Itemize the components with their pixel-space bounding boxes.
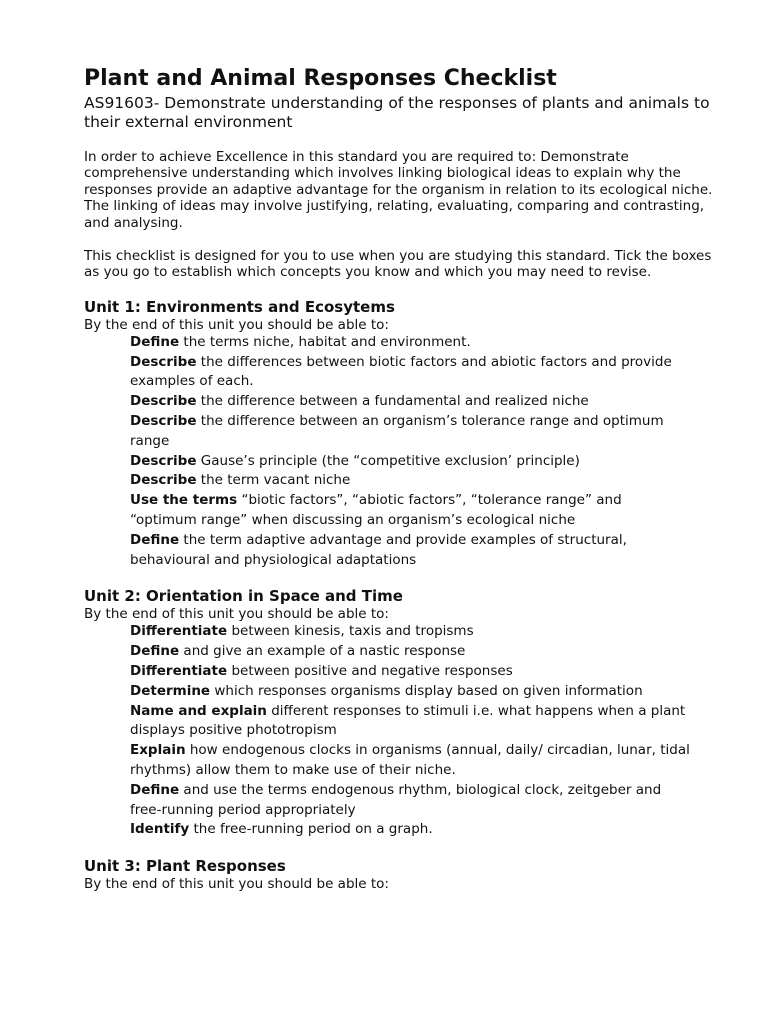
- page-title: Plant and Animal Responses Checklist: [84, 66, 557, 91]
- item-action-verb: Define: [130, 781, 180, 798]
- item-action-verb: Use the terms: [130, 492, 238, 509]
- checklist-item: [130, 642, 690, 662]
- checklist-items: [84, 333, 714, 571]
- excellence-paragraph: In order to achieve Excellence in this standard you are required to: Demonstrate comprehensive understanding which involves linking biological ideas to explain why the responses provide an adaptive advantage for the organism in relation to its ecological niche. The linking of ideas may involve justifying, relating, evaluating, comparing and contrasting, and analysing.: [84, 149, 713, 231]
- checklist-paragraph: This checklist is designed for you to use when you are studying this standard. Tick the boxes as you go to establish which concepts you know and which you may need to revise.: [84, 248, 712, 281]
- item-action-verb: Differentiate: [130, 663, 228, 679]
- item-action-verb: Describe: [130, 413, 197, 430]
- unit-section: [84, 298, 714, 571]
- checklist-item: [130, 333, 690, 353]
- checklist-item: [130, 781, 690, 821]
- item-action-verb: Describe: [130, 393, 197, 410]
- item-action-verb: Determine: [130, 682, 211, 699]
- unit-heading: Unit 3: Plant Responses: [84, 857, 286, 876]
- checklist-item: [130, 702, 690, 742]
- checklist-item: [130, 412, 690, 452]
- checklist-item: [130, 531, 690, 571]
- checklist-item: [130, 662, 690, 682]
- standard-subtitle: AS91603- Demonstrate understanding of the responses of plants and animals to their external environment: [84, 94, 710, 131]
- checklist-items: [84, 622, 714, 840]
- unit-heading: Unit 1: Environments and Ecosytems: [84, 297, 395, 316]
- item-text: different responses to stimuli i.e. what happens when a plant displays positive phototropism: [130, 702, 686, 739]
- item-text: the difference between an organism’s tolerance range and optimum range: [130, 413, 664, 449]
- checklist-item: [130, 622, 690, 642]
- unit-section: [84, 857, 714, 892]
- item-text: between positive and negative responses: [227, 663, 513, 679]
- unit-intro: By the end of this unit you should be able to:: [84, 316, 389, 333]
- item-text: the term adaptive advantage and provide examples of structural, behavioural and physiological adaptations: [130, 531, 627, 568]
- item-text: the free-running period on a graph.: [189, 821, 433, 838]
- checklist-item: [130, 741, 690, 781]
- item-text: “biotic factors”, “abiotic factors”, “tolerance range” and “optimum range” when discussing an organism’s ecological niche: [130, 492, 622, 529]
- document-page: [84, 64, 714, 909]
- item-text: which responses organisms display based on given information: [210, 682, 643, 699]
- item-action-verb: Identify: [130, 821, 190, 838]
- unit-intro: By the end of this unit you should be able to:: [84, 606, 389, 623]
- item-text: the terms niche, habitat and environment.: [179, 333, 471, 350]
- item-text: the difference between a fundamental and realized niche: [196, 393, 589, 410]
- unit-heading: Unit 2: Orientation in Space and Time: [84, 587, 403, 606]
- checklist-item: [130, 491, 690, 531]
- item-text: how endogenous clocks in organisms (annual, daily/ circadian, lunar, tidal rhythms) allow them to make use of their niche.: [130, 742, 690, 778]
- item-text: the differences between biotic factors and abiotic factors and provide examples of each.: [130, 353, 672, 390]
- item-action-verb: Explain: [130, 742, 186, 759]
- checklist-item: [130, 682, 690, 702]
- item-action-verb: Define: [130, 333, 180, 350]
- item-action-verb: Describe: [130, 353, 197, 370]
- item-action-verb: Describe: [130, 452, 197, 469]
- item-action-verb: Name and explain: [130, 702, 267, 719]
- item-action-verb: Describe: [130, 472, 197, 489]
- checklist-item: [130, 471, 690, 491]
- checklist-item: [130, 820, 690, 840]
- checklist-item: [130, 392, 690, 412]
- unit-section: [84, 587, 714, 840]
- item-text: between kinesis, taxis and tropisms: [227, 623, 474, 640]
- item-text: Gause’s principle (the “competitive exclusion’ principle): [196, 452, 580, 469]
- item-action-verb: Define: [130, 531, 180, 548]
- units-container: [84, 298, 714, 892]
- unit-intro: By the end of this unit you should be able to:: [84, 876, 389, 893]
- checklist-item: [130, 452, 690, 472]
- item-action-verb: Define: [130, 643, 180, 660]
- item-text: and use the terms endogenous rhythm, biological clock, zeitgeber and free-running period appropriately: [130, 781, 662, 818]
- item-action-verb: Differentiate: [130, 623, 228, 640]
- item-text: and give an example of a nastic response: [179, 643, 466, 660]
- item-text: the term vacant niche: [196, 472, 351, 489]
- checklist-item: [130, 353, 690, 393]
